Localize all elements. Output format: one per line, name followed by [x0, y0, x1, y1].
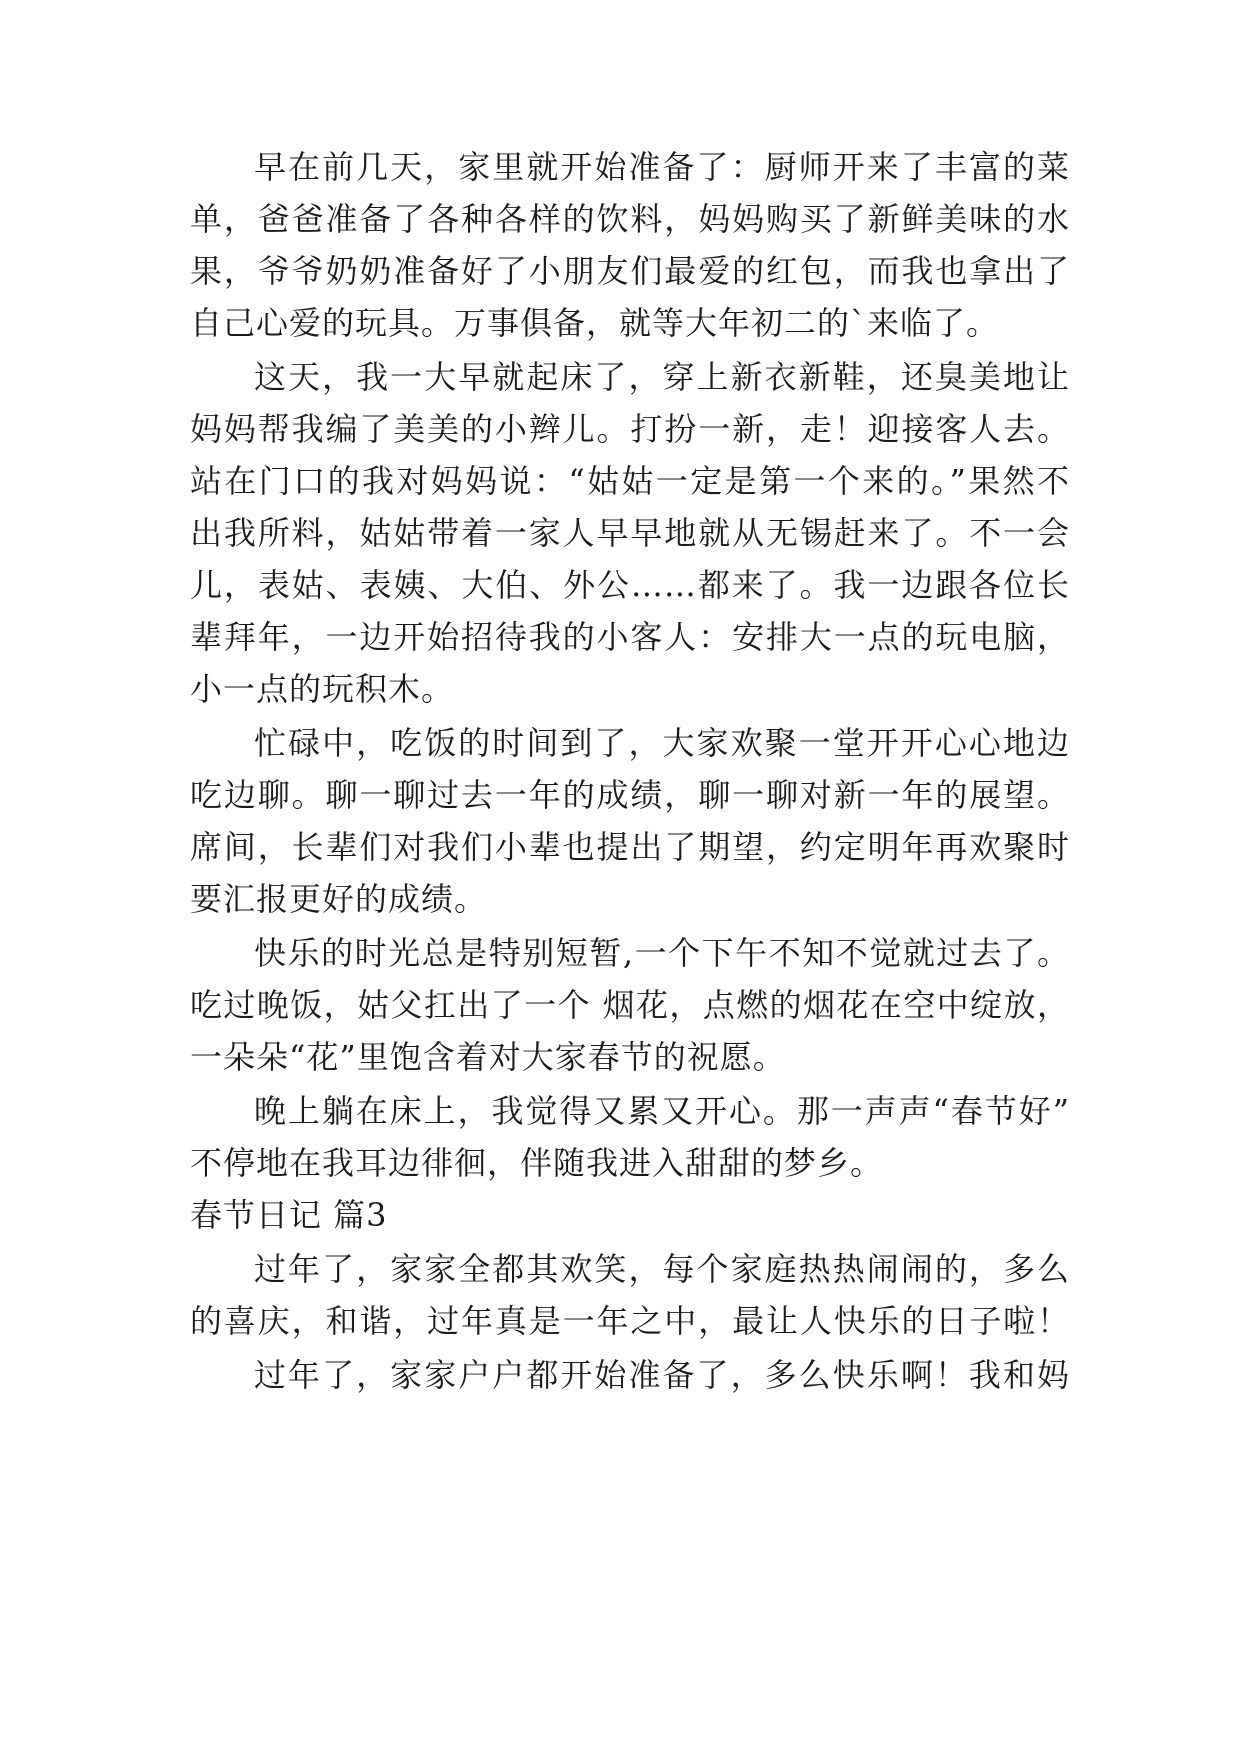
paragraph-line: 儿，表姑、表姨、大伯、外公……都来了。我一边跟各位长: [190, 566, 1070, 604]
paragraph-line: 辈拜年，一边开始招待我的小客人：安排大一点的玩电脑，: [190, 618, 1070, 656]
paragraph-line: 站在门口的我对妈妈说：“姑姑一定是第一个来的。”果然不: [190, 462, 1070, 500]
paragraph-line: 吃过晚饭，姑父扛出了一个 烟花，点燃的烟花在空中绽放，: [190, 986, 1070, 1024]
paragraph-line: 妈妈帮我编了美美的小辫儿。打扮一新，走！迎接客人去。: [190, 410, 1070, 448]
paragraph-line: 出我所料，姑姑带着一家人早早地就从无锡赶来了。不一会: [190, 514, 1070, 552]
paragraph-line: 吃边聊。聊一聊过去一年的成绩，聊一聊对新一年的展望。: [190, 776, 1070, 814]
paragraph-line: 不停地在我耳边徘徊，伴随我进入甜甜的梦乡。: [190, 1144, 884, 1182]
paragraph-line: 早在前几天，家里就开始准备了：厨师开来了丰富的菜: [254, 148, 1070, 186]
paragraph-line: 要汇报更好的成绩。: [190, 880, 488, 918]
paragraph-line: 晚上躺在床上，我觉得又累又开心。那一声声“春节好”: [254, 1092, 1070, 1130]
paragraph-line: 过年了，家家全都其欢笑，每个家庭热热闹闹的，多么: [254, 1250, 1070, 1288]
paragraph-line: 忙碌中，吃饭的时间到了，大家欢聚一堂开开心心地边: [254, 724, 1070, 762]
paragraph-line: 快乐的时光总是特别短暂,一个下午不知不觉就过去了。: [254, 934, 1070, 972]
paragraph-line: 单，爸爸准备了各种各样的饮料，妈妈购买了新鲜美味的水: [190, 200, 1070, 238]
section-heading: 春节日记 篇3: [190, 1196, 388, 1234]
paragraph-line: 一朵朵“花”里饱含着对大家春节的祝愿。: [190, 1038, 786, 1076]
paragraph-line: 自己心爱的玩具。万事俱备，就等大年初二的`来临了。: [190, 304, 1000, 342]
paragraph-line: 小一点的玩积木。: [190, 670, 455, 708]
paragraph-line: 果，爷爷奶奶准备好了小朋友们最爱的红包，而我也拿出了: [190, 252, 1070, 290]
paragraph-line: 这天，我一大早就起床了，穿上新衣新鞋，还臭美地让: [254, 358, 1070, 396]
paragraph-line: 的喜庆，和谐，过年真是一年之中，最让人快乐的日子啦！: [190, 1302, 1070, 1340]
paragraph-line: 过年了，家家户户都开始准备了，多么快乐啊！我和妈: [254, 1356, 1070, 1394]
paragraph-line: 席间，长辈们对我们小辈也提出了期望，约定明年再欢聚时: [190, 828, 1070, 866]
